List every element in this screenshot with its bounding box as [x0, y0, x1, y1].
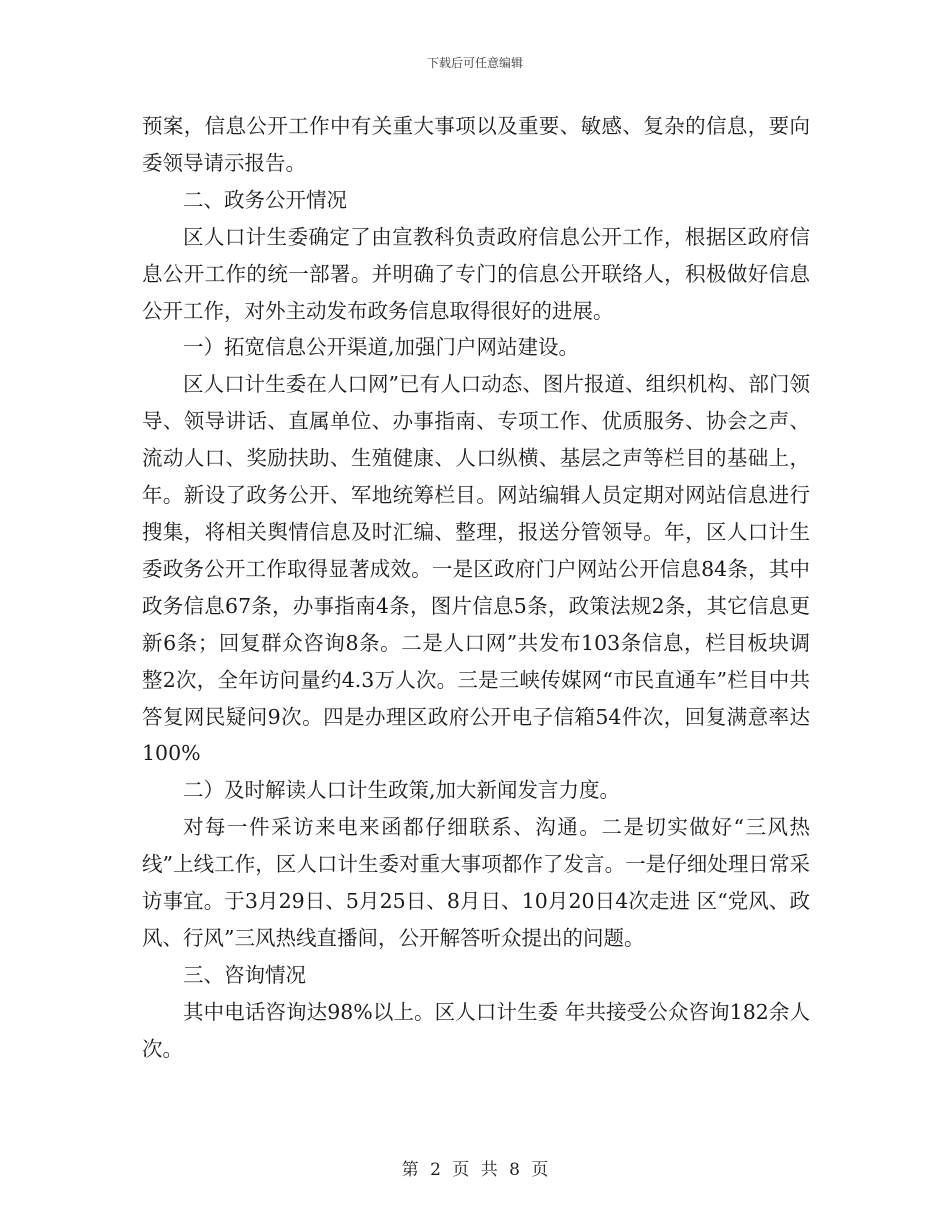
section-heading-3: 三、咨询情况: [183, 962, 306, 987]
document-body: [142, 108, 810, 1068]
paragraph-9: 其中电话咨询达98%以上。区人口计生委 年共接受公众咨询182余人次。: [142, 999, 810, 1061]
subheading-1: 一）拓宽信息公开渠道,加强门户网站建设。: [183, 335, 580, 360]
paragraph-3: 区人口计生委确定了由宣教科负责政府信息公开工作，根据区政府信息公开工作的统一部署。并明确了专门的信息公开联络人，积极做好信息公开工作，对外主动发布政务信息取得很好的进展。: [142, 224, 810, 323]
page-header-note: 下载后可任意编辑: [426, 56, 523, 70]
page-number-footer: 第 2 页 共 8 页: [401, 1160, 549, 1180]
section-heading-2: 二、政务公开情况: [183, 187, 347, 212]
paragraph-5: 区人口计生委在人口网”已有人口动态、图片报道、组织机构、部门领导、领导讲话、直属单位、办事指南、专项工作、优质服务、协会之声、流动人口、奖励扶助、生殖健康、人口纵横、基层之声等栏目的基础上， 年。新设了政务公开、军地统筹栏目。网站编辑人员定期对网站信息进行搜集，将相关舆情信息及时汇编、整理，报送分管领导。年，区人口计生委政务公开工作取得显著成效。一是区政府门户网站公开信息84条，其中政务信息67条，办事指南4条，图片信息5条，政策法规2条，其它信息更新6条；回复群众咨询8条。二是人口网”共发布103条信息，栏目板块调整2次，全年访问量约4.3万人次。三是三峡传媒网“市民直通车”栏目中共答复网民疑问9次。四是办理区政府公开电子信箱54件次，回复满意率达100%: [142, 372, 810, 766]
subheading-2: 二）及时解读人口计生政策,加大新闻发言力度。: [183, 778, 621, 803]
paragraph-7: 对每一件采访来电来函都仔细联系、沟通。二是切实做好“三风热线”上线工作，区人口计生委对重大事项都作了发言。一是仔细处理日常采访事宜。于3月29日、5月25日、8月日、10月20日4次走进 区“党风、政风、行风”三风热线直播间，公开解答听众提出的问题。: [142, 815, 810, 950]
paragraph-1: 预案，信息公开工作中有关重大事项以及重要、敏感、复杂的信息，要向委领导请示报告。: [142, 114, 810, 175]
